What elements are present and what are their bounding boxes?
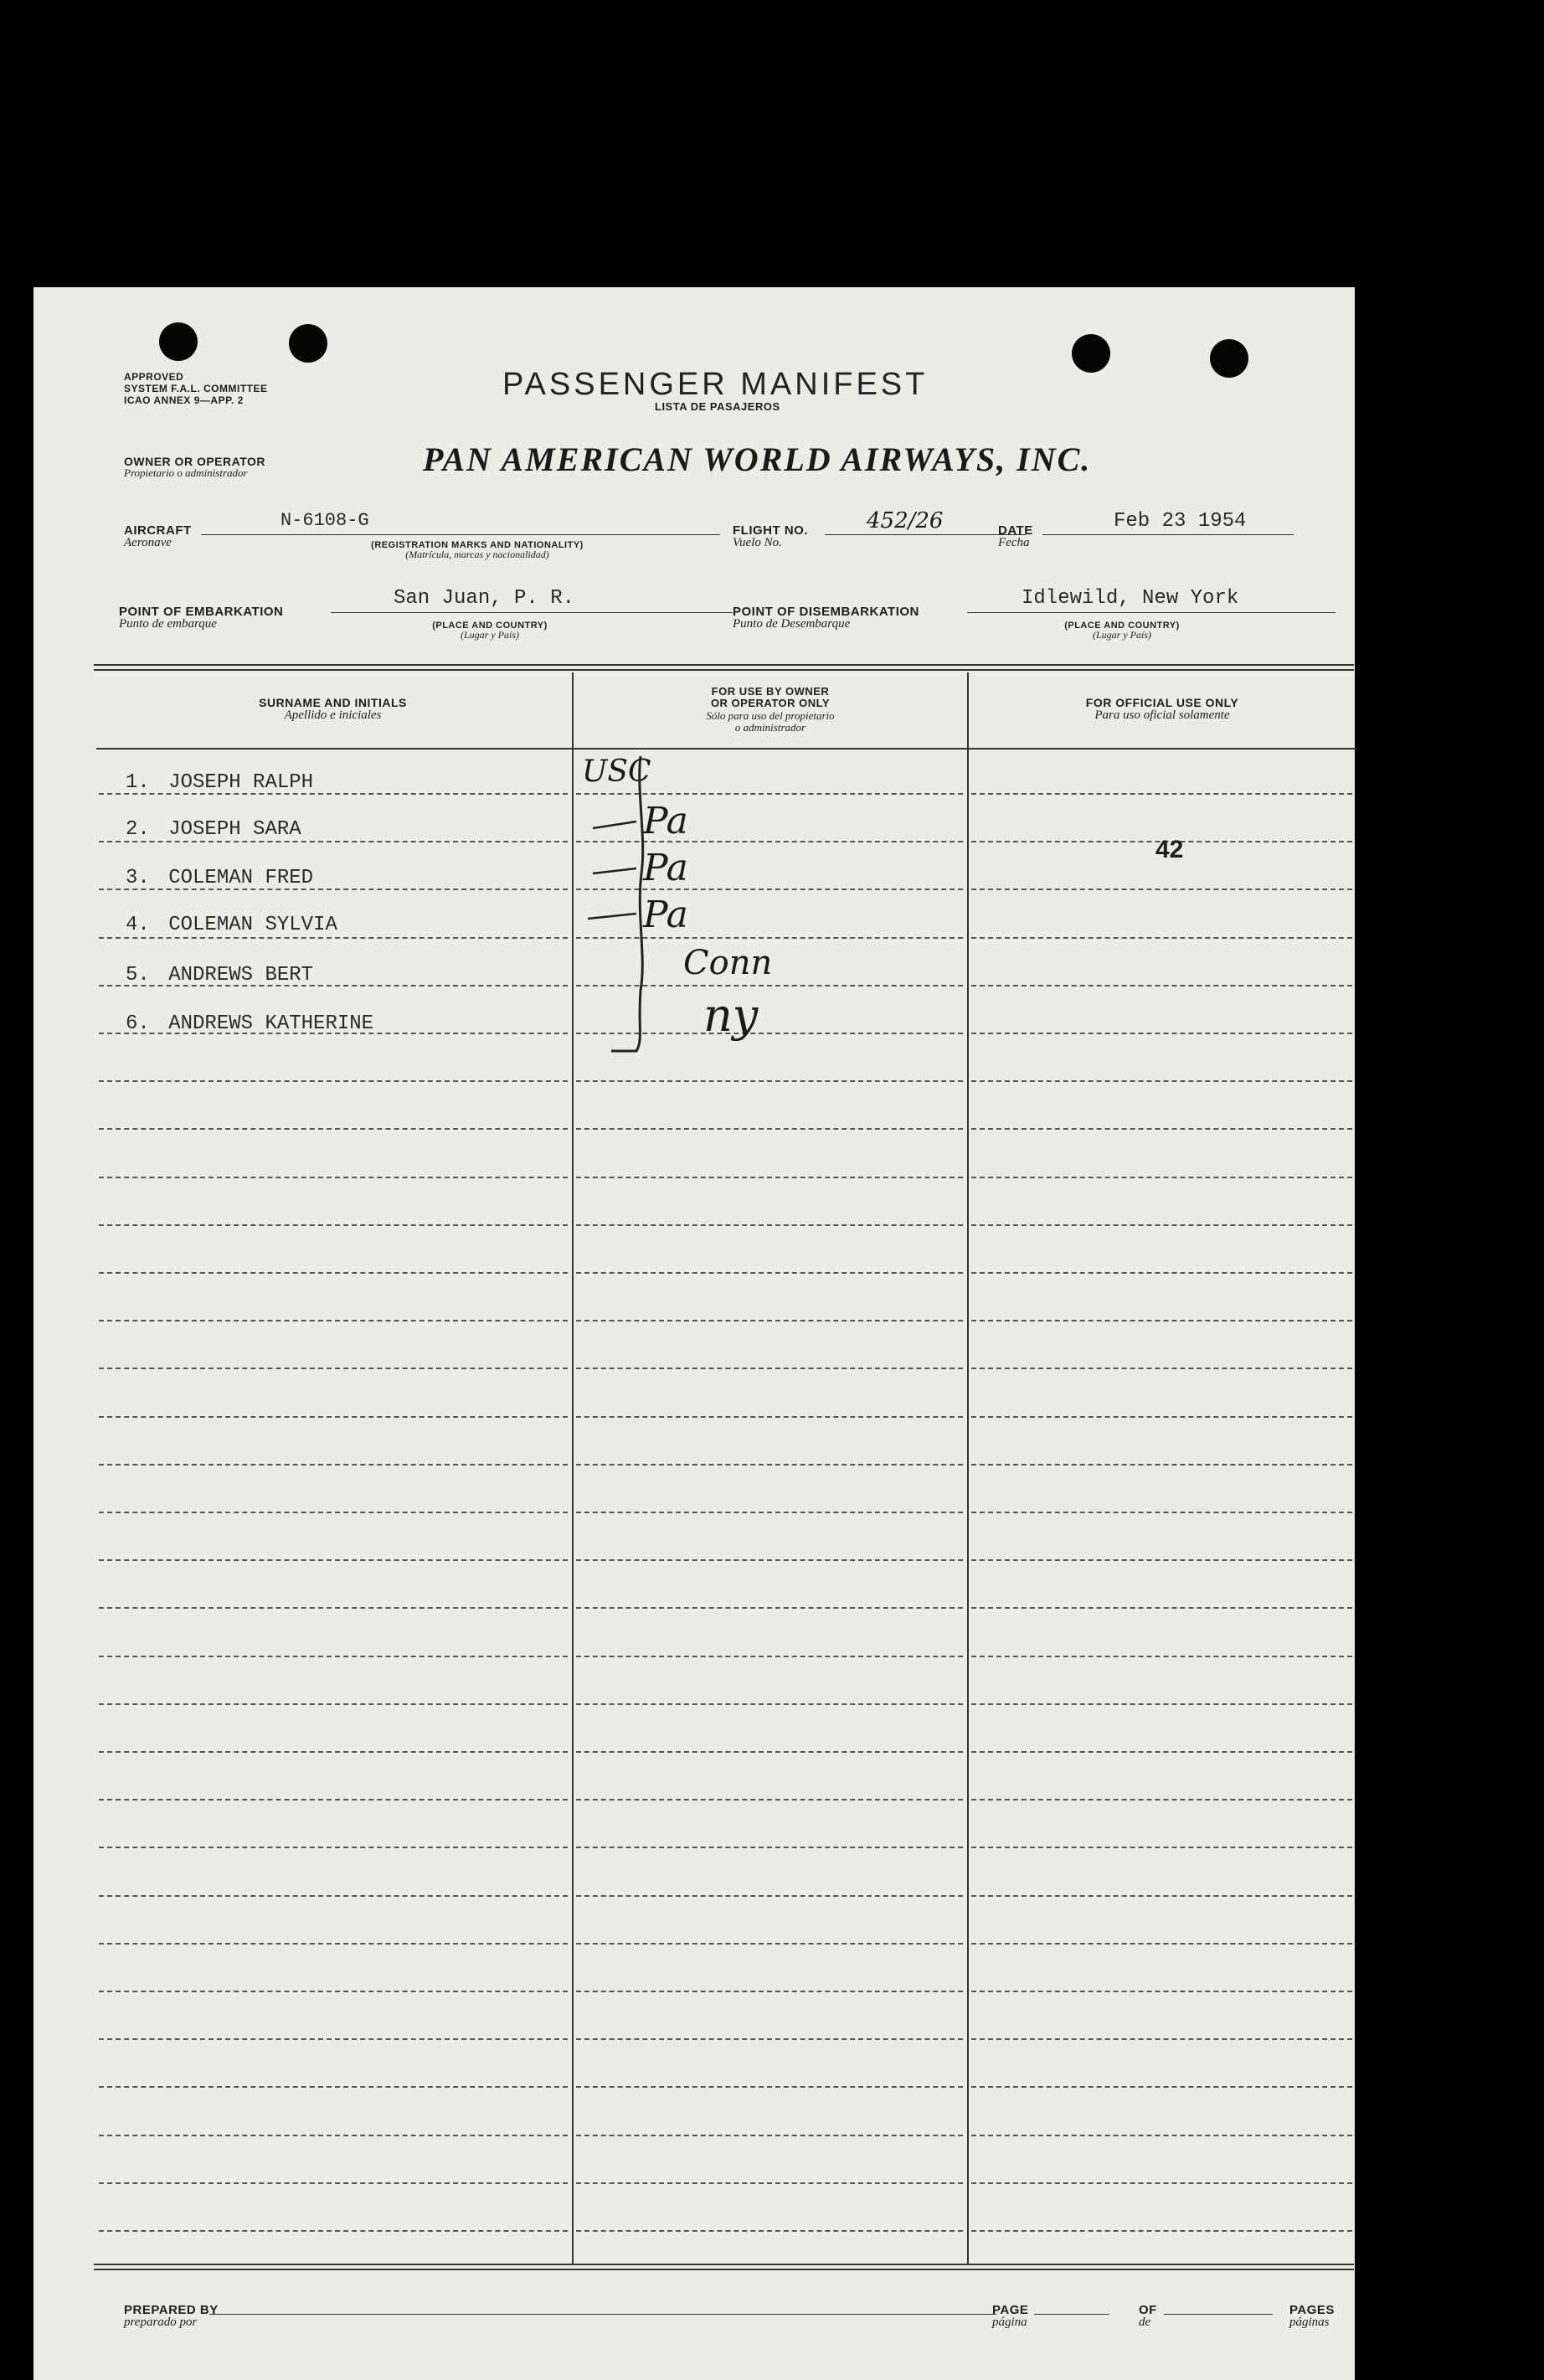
date-underline — [1042, 534, 1294, 535]
owner-use-header-line: OR OPERATOR ONLY — [710, 697, 831, 709]
passenger-name: COLEMAN FRED — [168, 867, 314, 889]
passenger-number: 6. — [126, 1012, 150, 1035]
table-row-line — [576, 1799, 963, 1800]
table-row-line — [971, 2135, 1352, 2136]
prepared-label: PREPARED BY — [124, 2303, 219, 2317]
table-row-line — [99, 1272, 568, 1274]
official-header-es: Para uso oficial solamente — [1094, 708, 1230, 722]
prepared-underline — [209, 2314, 996, 2315]
table-row-line — [99, 1607, 568, 1609]
table-row-line — [971, 1943, 1352, 1945]
table-row-line — [99, 2182, 568, 2184]
owner-use-header-line: FOR USE BY OWNER — [711, 685, 830, 698]
table-row-line — [99, 1991, 568, 1992]
aircraft-label: AIRCRAFT — [124, 523, 192, 538]
page-title: PASSENGER MANIFEST — [502, 367, 929, 402]
table-row-line — [576, 1847, 963, 1848]
table-row-line — [971, 1751, 1352, 1753]
table-row-line — [971, 1368, 1352, 1369]
page-label-es: página — [992, 2316, 1027, 2329]
table-row-line — [576, 1128, 963, 1130]
table-row-line — [99, 1080, 568, 1082]
passenger-row — [126, 771, 313, 794]
table-row-line — [99, 1368, 568, 1369]
table-row-line — [99, 1128, 568, 1130]
table-row-line — [576, 2135, 963, 2136]
date-label-es: Fecha — [998, 536, 1030, 549]
flight-value: 452/26 — [867, 508, 944, 533]
flight-label: FLIGHT NO. — [733, 523, 808, 538]
table-row-line — [971, 1847, 1352, 1848]
table-row-line — [99, 1224, 568, 1226]
of-label-es: de — [1139, 2316, 1151, 2329]
owner-note: Pa — [643, 894, 688, 936]
passenger-row — [126, 914, 337, 936]
table-row-line — [576, 2182, 963, 2184]
disembark-label: POINT OF DISEMBARKATION — [733, 605, 919, 619]
table-row-line — [971, 1177, 1352, 1178]
surname-header: SURNAME AND INITIALS — [259, 696, 407, 709]
passenger-row — [126, 867, 313, 889]
table-row-line — [576, 1320, 963, 1321]
owner-use-header-es-line: o administrador — [734, 721, 806, 734]
passenger-name: JOSEPH SARA — [168, 818, 301, 841]
owner-label-es: Propietario o administrador — [124, 466, 248, 479]
table-row-line — [99, 1559, 568, 1561]
punch-hole — [1210, 339, 1248, 378]
table-row-line — [99, 1416, 568, 1418]
prepared-label-es: preparado por — [124, 2316, 198, 2329]
table-row-line — [971, 1320, 1352, 1321]
table-row-line — [576, 1512, 963, 1513]
passenger-row — [126, 964, 313, 987]
header-bottom-rule — [96, 748, 1356, 750]
footer-top-rule-2 — [94, 2269, 1354, 2270]
embark-label-es: Punto de embarque — [119, 617, 217, 631]
table-row-line — [99, 2135, 568, 2136]
surname-header-es: Apellido e iniciales — [284, 708, 382, 722]
place-caption-es-2: (Lugar y País) — [1093, 629, 1151, 641]
table-row-line — [99, 1464, 568, 1466]
owner-use-header — [574, 686, 967, 709]
table-row-line — [99, 1847, 568, 1848]
table-row-line — [576, 1943, 963, 1945]
punch-hole — [289, 324, 327, 363]
footer-top-rule — [94, 2264, 1354, 2265]
table-row-line — [576, 1224, 963, 1226]
table-row-line — [971, 1128, 1352, 1130]
table-row-line — [99, 1943, 568, 1945]
table-row-line — [576, 1464, 963, 1466]
flight-underline — [825, 534, 1026, 535]
table-row-line — [99, 2230, 568, 2232]
table-row-line — [99, 1751, 568, 1753]
page-label: PAGE — [992, 2303, 1029, 2317]
table-row-line — [971, 937, 1352, 939]
disembark-underline — [967, 612, 1336, 613]
table-row-line — [971, 1033, 1352, 1034]
table-row-line — [971, 1512, 1352, 1513]
table-row-line — [971, 1607, 1352, 1609]
table-row-line — [99, 1656, 568, 1657]
table-row-line — [971, 1224, 1352, 1226]
table-row-line — [99, 2086, 568, 2088]
table-row-line — [576, 1177, 963, 1178]
table-row-line — [971, 2038, 1352, 2040]
column-divider-2 — [967, 672, 969, 2264]
passenger-number: 1. — [126, 771, 150, 794]
table-row-line — [576, 2038, 963, 2040]
passenger-number: 3. — [126, 867, 150, 889]
table-row-line — [971, 793, 1352, 795]
embark-underline — [331, 612, 733, 613]
owner-use-header-es — [574, 710, 967, 734]
table-row-line — [971, 2086, 1352, 2088]
approval-line: APPROVED — [124, 371, 184, 383]
aircraft-value: N-6108-G — [280, 510, 369, 531]
place-caption: (PLACE AND COUNTRY) — [432, 621, 548, 631]
table-row-line — [576, 1703, 963, 1705]
table-row-line — [99, 1512, 568, 1513]
table-row-line — [576, 1080, 963, 1082]
place-caption-2: (PLACE AND COUNTRY) — [1064, 621, 1180, 631]
table-row-line — [99, 1895, 568, 1897]
owner-note: Pa — [643, 800, 688, 842]
official-value: 42 — [1155, 836, 1184, 863]
table-row-line — [971, 1464, 1352, 1466]
table-row-line — [971, 2182, 1352, 2184]
passenger-name: COLEMAN SYLVIA — [168, 914, 337, 936]
owner-note: Pa — [643, 847, 688, 889]
owner-use-header-es-line: Sólo para uso del propietario — [706, 709, 835, 722]
aircraft-underline — [201, 534, 720, 535]
embark-label: POINT OF EMBARKATION — [119, 605, 284, 619]
table-row-line — [576, 1559, 963, 1561]
table-row-line — [99, 2038, 568, 2040]
disembark-label-es: Punto de Desembarque — [733, 617, 851, 631]
table-row-line — [99, 1320, 568, 1321]
punch-hole — [159, 322, 198, 361]
table-row-line — [576, 1607, 963, 1609]
page-underline — [1034, 2314, 1109, 2315]
table-row-line — [99, 1799, 568, 1800]
passenger-number: 5. — [126, 964, 150, 987]
table-row-line — [971, 1895, 1352, 1897]
operator-name: PAN AMERICAN WORLD AIRWAYS, INC. — [423, 440, 1092, 478]
registration-caption-es: (Matrícula, marcas y nacionalidad) — [405, 549, 549, 560]
embark-value: San Juan, P. R. — [394, 587, 575, 610]
table-row-line — [576, 1416, 963, 1418]
table-row-line — [971, 1799, 1352, 1800]
table-row-line — [971, 985, 1352, 987]
pages-label: PAGES — [1289, 2303, 1335, 2317]
table-row-line — [971, 1416, 1352, 1418]
passenger-name: ANDREWS KATHERINE — [168, 1012, 374, 1035]
table-row-line — [99, 1177, 568, 1178]
table-row-line — [971, 889, 1352, 890]
passenger-row — [126, 1012, 373, 1035]
table-row-line — [971, 1703, 1352, 1705]
table-top-rule-2 — [94, 669, 1354, 671]
table-row-line — [971, 2230, 1352, 2232]
pages-label-es: páginas — [1289, 2316, 1330, 2329]
table-row-line — [971, 1080, 1352, 1082]
table-row-line — [576, 1895, 963, 1897]
table-row-line — [971, 1272, 1352, 1274]
approval-line: SYSTEM F.A.L. COMMITTEE — [124, 383, 268, 394]
table-row-line — [576, 1272, 963, 1274]
official-header: FOR OFFICIAL USE ONLY — [1085, 696, 1239, 709]
registration-caption: (REGISTRATION MARKS AND NATIONALITY) — [371, 540, 584, 550]
flight-label-es: Vuelo No. — [733, 536, 782, 549]
date-label: DATE — [998, 523, 1033, 538]
manifest-sheet — [33, 287, 1355, 2380]
table-row-line — [99, 841, 568, 842]
table-row-line — [576, 1368, 963, 1369]
passenger-name: JOSEPH RALPH — [168, 771, 314, 794]
table-row-line — [576, 1751, 963, 1753]
approval-line: ICAO ANNEX 9—APP. 2 — [124, 394, 244, 406]
place-caption-es: (Lugar y País) — [461, 629, 519, 641]
punch-hole — [1072, 334, 1110, 373]
owner-note: USC — [582, 755, 651, 789]
owner-note: ny — [703, 989, 759, 1042]
table-row-line — [99, 1703, 568, 1705]
table-row-line — [576, 1991, 963, 1992]
table-top-rule — [94, 664, 1354, 666]
table-row-line — [971, 1559, 1352, 1561]
passenger-name: ANDREWS BERT — [168, 964, 314, 987]
passenger-number: 2. — [126, 818, 150, 841]
approval-block — [124, 371, 268, 406]
table-row-line — [971, 1991, 1352, 1992]
table-row-line — [99, 937, 568, 939]
table-row-line — [576, 1656, 963, 1657]
table-row-line — [971, 1656, 1352, 1657]
table-row-line — [576, 2230, 963, 2232]
owner-note: Conn — [683, 944, 773, 982]
date-value: Feb 23 1954 — [1114, 510, 1247, 533]
aircraft-label-es: Aeronave — [124, 536, 172, 549]
table-row-line — [576, 2086, 963, 2088]
of-underline — [1164, 2314, 1273, 2315]
of-label: OF — [1139, 2303, 1157, 2317]
page-title-es: LISTA DE PASAJEROS — [655, 400, 780, 413]
disembark-value: Idlewild, New York — [1022, 587, 1239, 610]
passenger-row — [126, 818, 301, 841]
passenger-number: 4. — [126, 914, 150, 936]
owner-label: OWNER OR OPERATOR — [124, 455, 265, 468]
